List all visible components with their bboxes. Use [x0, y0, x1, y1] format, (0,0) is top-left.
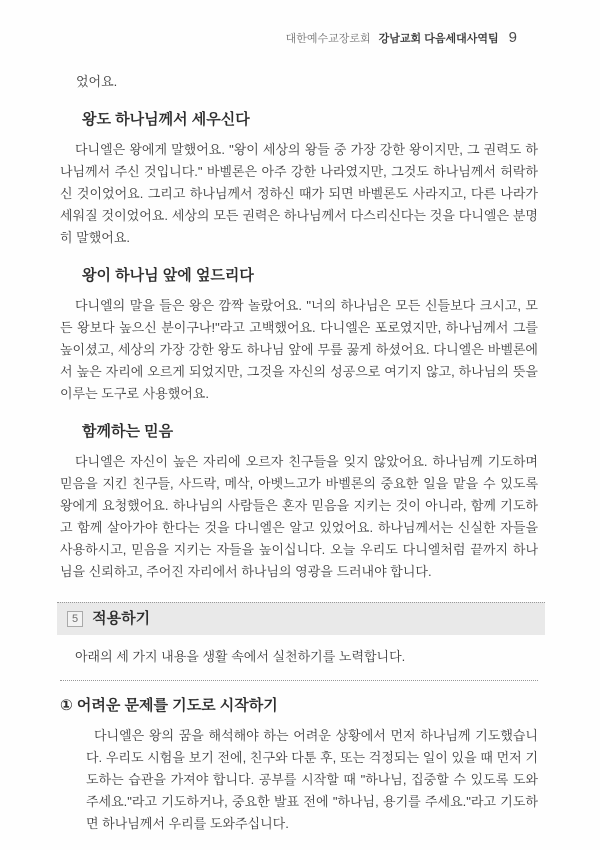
header-church-team: 강남교회 다음세대사역팀 [378, 33, 499, 45]
apply-item-1-heading: ① 어려운 문제를 기도로 시작하기 [60, 697, 278, 714]
section-paragraph-king-bows: 다니엘의 말을 들은 왕은 깜짝 놀랐어요. "너의 하나님은 모든 신들보다 크시고, 모든 왕보다 높으신 분이구나!"라고 고백했어요. 다니엘은 포로였지만, 하나님께서 그를 높이셨고, 세상의 가장 강한 왕도 하나님 앞에 무릎 꿇게 하셨어요. 다니엘은 바벨론에서 높은 자리에 오르게 되었지만, 그것을 자신의 성공으로 여기지 않고, 하나님의 뜻을 이루는 도구로 사용했어요. [60, 298, 538, 401]
page-header [60, 30, 517, 47]
header-denomination: 대한예수교장로회 [285, 33, 371, 45]
apply-section-title: 적용하기 [92, 610, 151, 627]
section-paragraph-shared-faith: 다니엘은 자신이 높은 자리에 오르자 친구들을 잊지 않았어요. 하나님께 기도하며 믿음을 지킨 친구들, 사드락, 메삭, 아벳느고가 바벨론의 중요한 일을 맡을 수 있도록 왕에게 요청했어요. 하나님의 사람들은 혼자 믿음을 지키는 것이 아니라, 함께 기도하고 함께 살아가야 한다는 것을 다니엘은 알고 있었어요. 하나님께서는 신실한 자들을 사용하시고, 믿음을 지키는 자들을 높이십니다. 오늘 우리도 다니엘처럼 끝까지 하나님을 신뢰하고, 주어진 자리에서 하나님의 영광을 드러내야 합니다. [60, 454, 538, 579]
section-paragraph-king-established: 다니엘은 왕에게 말했어요. "왕이 세상의 왕들 중 가장 강한 왕이지만, 그 권력도 하나님께서 주신 것입니다." 바벨론은 아주 강한 나라였지만, 그것도 하나님께서 허락하신 것이었어요. 그리고 하나님께서 정하신 때가 되면 바벨론도 사라지고, 다른 나라가 세워질 것이었어요. 세상의 모든 권력은 하나님께서 다스리신다는 것을 다니엘은 분명히 말했어요. [60, 142, 538, 245]
section-heading-king-bows: 왕이 하나님 앞에 엎드리다 [82, 267, 254, 284]
section-heading-shared-faith: 함께하는 믿음 [82, 423, 174, 440]
apply-number-box: 5 [67, 611, 83, 627]
dotted-divider [60, 680, 538, 681]
continuation-text: 었어요. [76, 74, 118, 89]
apply-section-header [57, 602, 545, 635]
page-number: 9 [508, 29, 517, 46]
apply-item-1-paragraph: 다니엘은 왕의 꿈을 해석해야 하는 어려운 상황에서 먼저 하나님께 기도했습니다. 우리도 시험을 보기 전에, 친구와 다툰 후, 또는 걱정되는 일이 있을 때 먼저 기도하는 습관을 가져야 합니다. 공부를 시작할 때 "하나님, 집중할 수 있도록 도와주세요."라고 기도하거나, 중요한 발표 전에 "하나님, 용기를 주세요."라고 기도하면 하나님께서 우리를 도와주십니다. [86, 728, 538, 831]
apply-intro-text: 아래의 세 가지 내용을 생활 속에서 실천하기를 노력합니다. [75, 649, 406, 664]
section-heading-king-established: 왕도 하나님께서 세우신다 [82, 111, 250, 128]
